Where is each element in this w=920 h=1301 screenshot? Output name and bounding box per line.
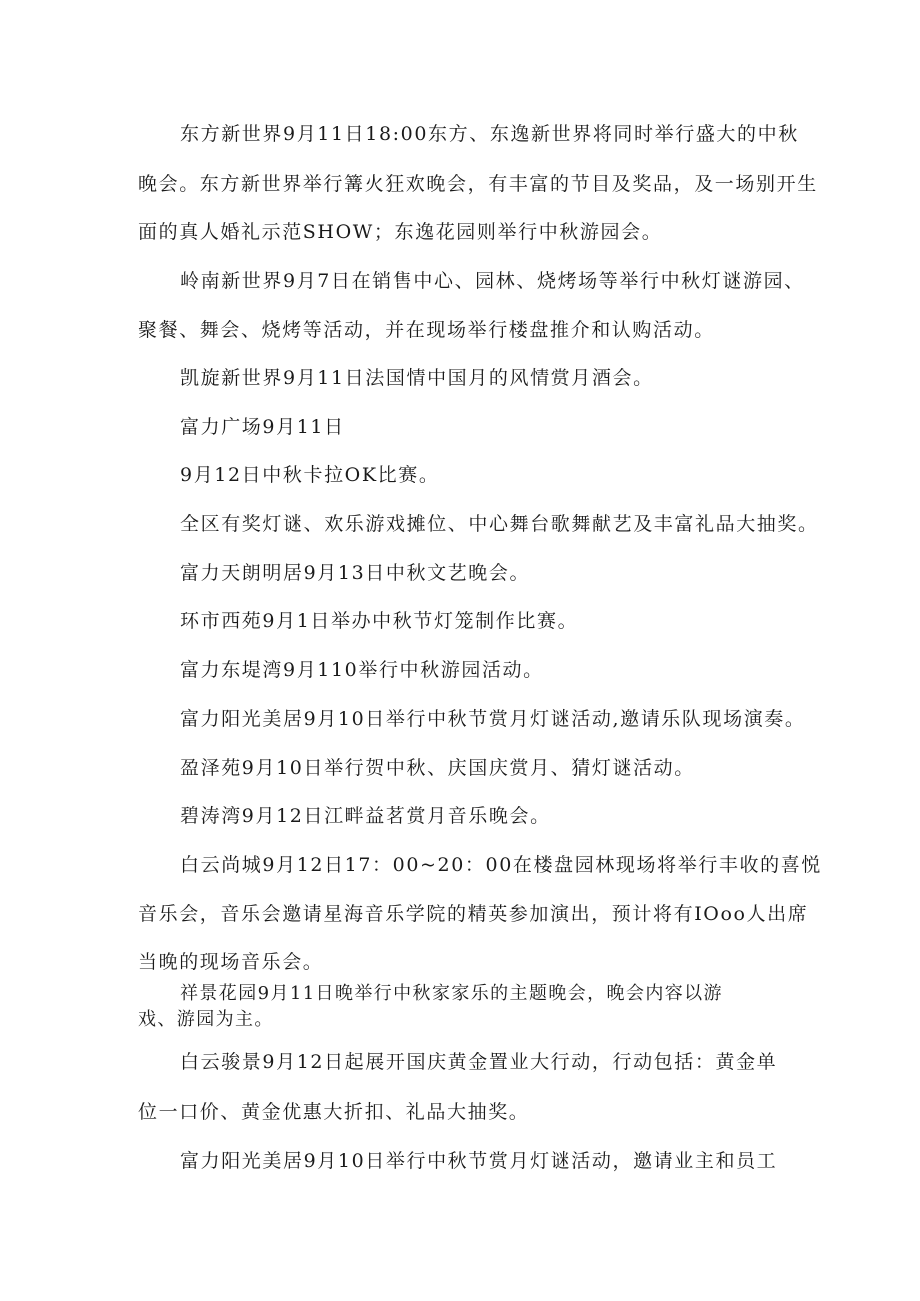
text-line-23: 富力阳光美居9月10日举行中秋节赏月灯谜活动，邀请业主和员工	[180, 1150, 778, 1172]
text-line-1: 东方新世界9月11日18:00东方、东逸新世界将同时举行盛大的中秋	[180, 123, 799, 145]
text-line-6: 凯旋新世界9月11日法国情中国月的风情赏月酒会。	[180, 367, 654, 389]
text-line-4: 岭南新世界9月7日在销售中心、园林、烧烤场等举行中秋灯谜游园、	[180, 270, 805, 292]
text-line-14: 盈泽苑9月10日举行贺中秋、庆国庆赏月、猜灯谜活动。	[180, 757, 695, 779]
text-line-18: 当晚的现场音乐会。	[138, 951, 324, 973]
text-line-5: 聚餐、舞会、烧烤等活动，并在现场举行楼盘推介和认购活动。	[138, 319, 715, 341]
text-line-3: 面的真人婚礼示范SHOW；东逸花园则举行中秋游园会。	[138, 221, 663, 243]
text-line-21: 白云骏景9月12日起展开国庆黄金置业大行动，行动包括：黄金单	[180, 1051, 778, 1073]
text-line-15: 碧涛湾9月12日江畔益茗赏月音乐晚会。	[180, 805, 551, 827]
text-line-16: 白云尚城9月12日17：00~20：00在楼盘园林现场将举行丰收的喜悦	[180, 854, 822, 876]
text-line-8: 9月12日中秋卡拉OK比赛。	[180, 464, 440, 486]
text-line-2: 晚会。东方新世界举行篝火狂欢晚会，有丰富的节目及奖品，及一场别开生	[138, 173, 818, 195]
text-line-19: 祥景花园9月11日晚举行中秋家家乐的主题晚会，晚会内容以游	[180, 983, 723, 1004]
text-line-10: 富力天朗明居9月13日中秋文艺晚会。	[180, 562, 531, 584]
text-line-9: 全区有奖灯谜、欢乐游戏摊位、中心舞台歌舞献艺及丰富礼品大抽奖。	[180, 513, 819, 535]
text-line-22: 位一口价、黄金优惠大折扣、礼品大抽奖。	[138, 1101, 530, 1123]
text-line-7: 富力广场9月11日	[180, 416, 345, 438]
text-line-17: 音乐会，音乐会邀请星海音乐学院的精英参加演出，预计将有IOoo人出席	[138, 903, 809, 925]
text-line-12: 富力东堤湾9月110举行中秋游园活动。	[180, 659, 544, 681]
text-line-11: 环市西苑9月1日举办中秋节灯笼制作比赛。	[180, 610, 579, 632]
text-line-13: 富力阳光美居9月10日举行中秋节赏月灯谜活动,邀请乐队现场演奏。	[180, 708, 806, 730]
text-line-20: 戏、游园为主。	[138, 1009, 274, 1030]
